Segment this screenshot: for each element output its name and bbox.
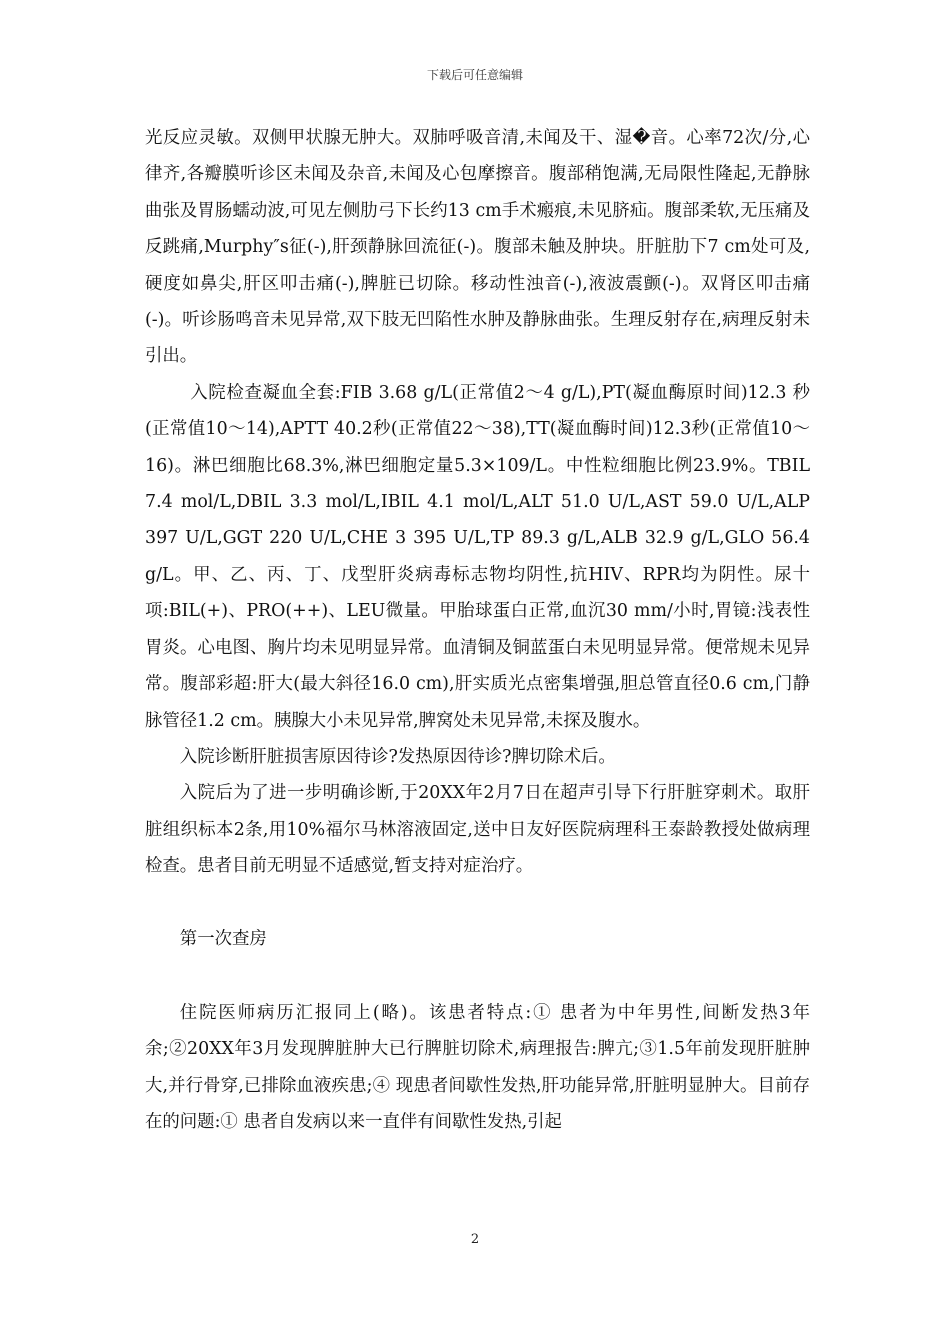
paragraph-admission-diagnosis: 入院诊断肝脏损害原因待诊?发热原因待诊?脾切除术后。: [179, 746, 616, 767]
paragraph-lab-results: 入院检查凝血全套:FIB 3.68 g/L(正常值2～4 g/L),PT(凝血酶原时间)12.3 秒(正常值10～14),APTT 40.2秒(正常值22～38),TT(凝血酶时间)12.3秒(正常值10～16)。淋巴细胞比68.3%,淋巴细胞定量5.3×109/L。中性粒细胞比例23.9%。TBIL 7.4 mol/L,DBIL 3.3 mol/L,IBIL 4.1 mol/L,ALT 51.0 U/L,AST 59.0 U/L,ALP 397 U/L,GGT 220 U/L,CHE 3 395 U/L,TP 89.3 g/L,ALB 32.9 g/L,GLO 56.4 g/L。甲、乙、丙、丁、戊型肝炎病毒标志物均阴性,抗HIV、RPR均为阴性。尿十项:BIL(+)、PRO(++)、LEU微量。甲胎球蛋白正常,血沉30 mm/小时,胃镜:浅表性胃炎。心电图、胸片均未见明显异常。血清铜及铜蓝蛋白未见明显异常。便常规未见异常。腹部彩超:肝大(最大斜径16.0 cm),肝实质光点密集增强,胆总管直径0.6 cm,门静脉管径1.2 cm。胰腺大小未见异常,脾窝处未见异常,未探及腹水。: [145, 382, 810, 731]
page-number: 2: [470, 1232, 480, 1247]
paragraph-resident-report: 住院医师病历汇报同上(略)。该患者特点:① 患者为中年男性,间断发热3年余;②20XX年3月发现脾脏肿大已行脾脏切除术,病理报告:脾亢;③1.5年前发现肝脏肿大,并行骨穿,已排除血液疾患;④ 现患者间歇性发热,肝功能异常,肝脏明显肿大。目前存在的问题:① 患者自发病以来一直伴有间歇性发热,引起: [145, 1002, 810, 1133]
spacer: [145, 885, 810, 921]
page-header: 下载后可任意编辑: [426, 68, 523, 82]
section-heading-first-round: 第一次查房: [179, 928, 267, 949]
paragraph-liver-biopsy: 入院后为了进一步明确诊断,于20XX年2月7日在超声引导下行肝脏穿刺术。取肝脏组织标本2条,用10%福尔马林溶液固定,送中日友好医院病理科王泰龄教授处做病理检查。患者目前无明显不适感觉,暂支持对症治疗。: [145, 783, 810, 877]
spacer: [145, 957, 810, 995]
paragraph-exam: 光反应灵敏。双侧甲状腺无肿大。双肺呼吸音清,未闻及干、湿�音。心率72次/分,心律齐,各瓣膜听诊区未闻及杂音,未闻及心包摩擦音。腹部稍饱满,无局限性隆起,无静脉曲张及胃肠蠕动波,可见左侧肋弓下长约13 cm手术瘢痕,未见脐疝。腹部柔软,无压痛及反跳痛,Murphy″s征(-),肝颈静脉回流征(-)。腹部未触及肿块。肝脏肋下7 cm处可及,硬度如鼻尖,肝区叩击痛(-),脾脏已切除。移动性浊音(-),液波震颤(-)。双肾区叩击痛(-)。听诊肠鸣音未见异常,双下肢无凹陷性水肿及静脉曲张。生理反射存在,病理反射未引出。: [145, 128, 810, 367]
document-body: [145, 120, 810, 1141]
